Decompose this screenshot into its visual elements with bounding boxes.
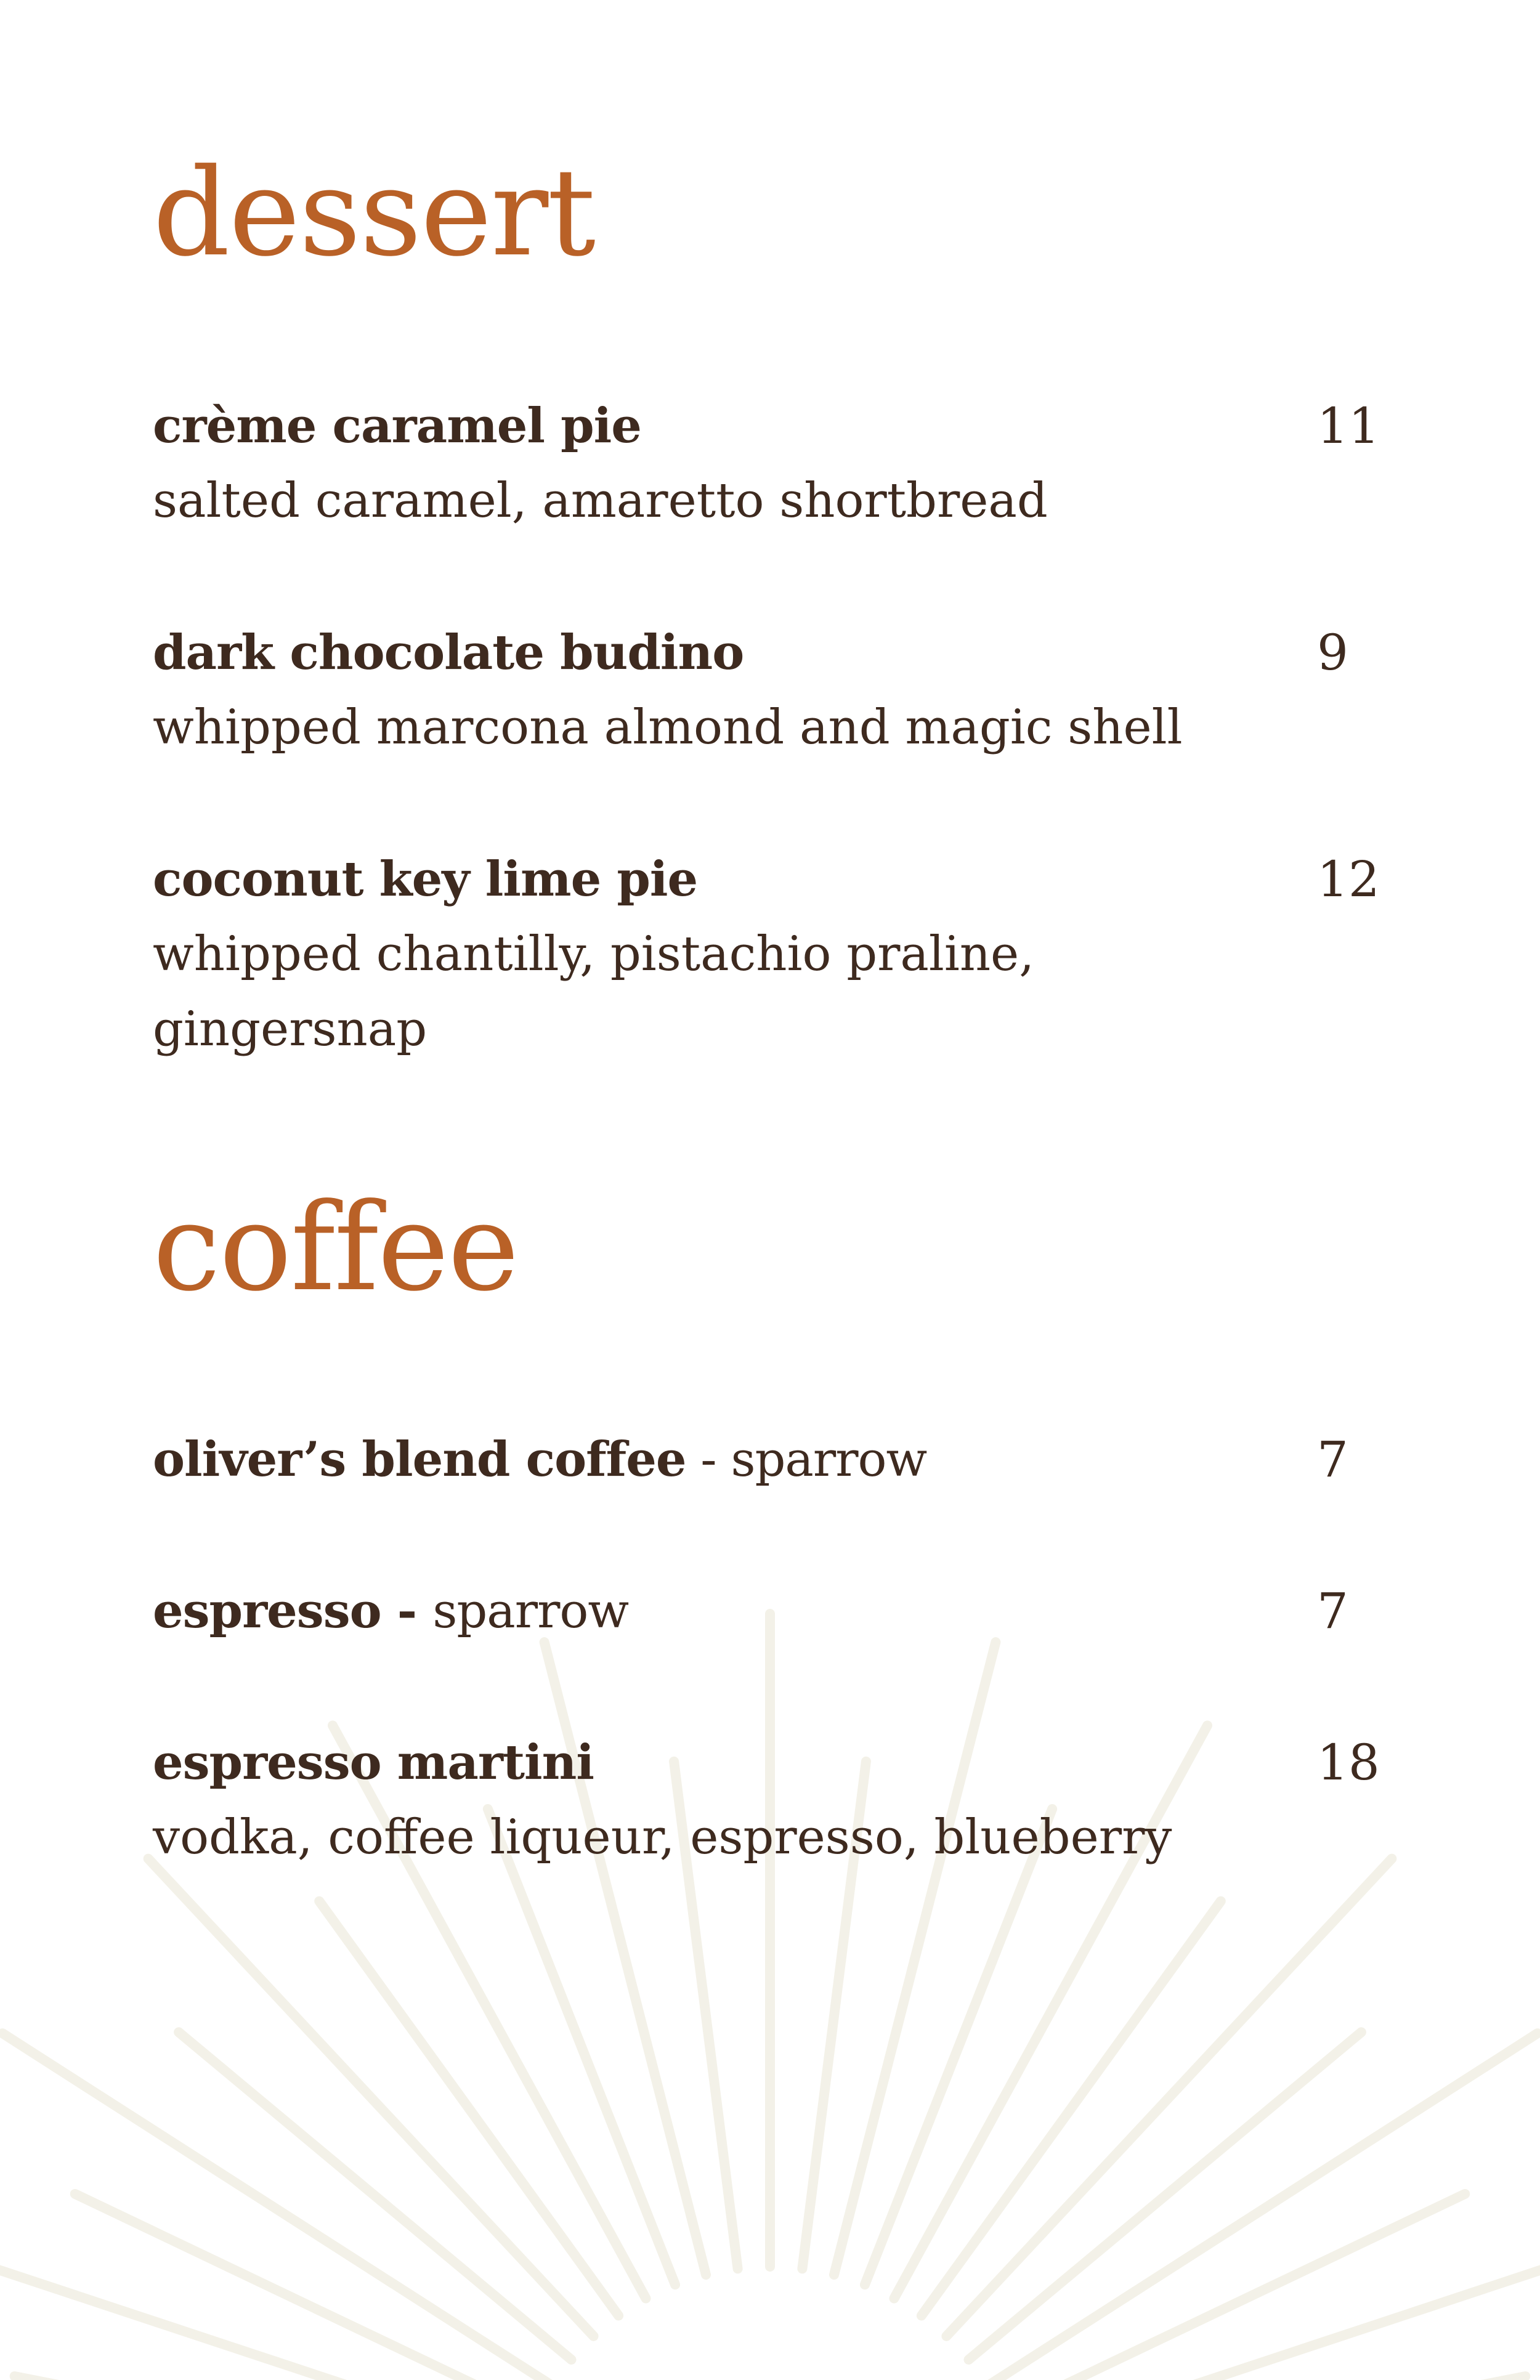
item-description: vodka, coffee liqueur, espresso, blueberry [153,1810,1172,1865]
item-description: whipped chantilly, pistachio praline, [153,926,1035,982]
menu-item [153,389,1385,538]
item-description: whipped marcona almond and magic shell [153,700,1183,755]
item-name: coconut key lime pie [153,851,698,907]
item-name [153,1423,1385,1497]
item-price: 11 [1317,397,1380,455]
item-name: dark chocolate budino [153,625,744,681]
menu-item [153,1726,1385,1875]
item-price: 7 [1317,1431,1348,1488]
item-price: 18 [1317,1734,1380,1791]
item-roaster: - sparrow [686,1432,927,1488]
item-name: espresso martini [153,1734,594,1791]
item-price: 12 [1317,851,1380,908]
menu-item [153,843,1385,1067]
item-name [153,1574,1385,1648]
menu-item [153,1574,1385,1648]
item-roaster: sparrow [432,1584,629,1639]
menu-item [153,616,1385,765]
item-description: salted caramel, amaretto shortbread [153,473,1048,528]
item-name-text: oliver’s blend coffee [153,1431,686,1488]
item-price: 9 [1317,624,1348,681]
item-name-text: espresso - [153,1583,433,1639]
item-name: crème caramel pie [153,398,641,454]
coffee-heading: coffee [153,1178,518,1318]
dessert-heading: dessert [153,143,595,283]
item-price: 7 [1317,1582,1348,1640]
item-description-line2: gingersnap [153,1002,428,1057]
menu-item [153,1423,1385,1497]
